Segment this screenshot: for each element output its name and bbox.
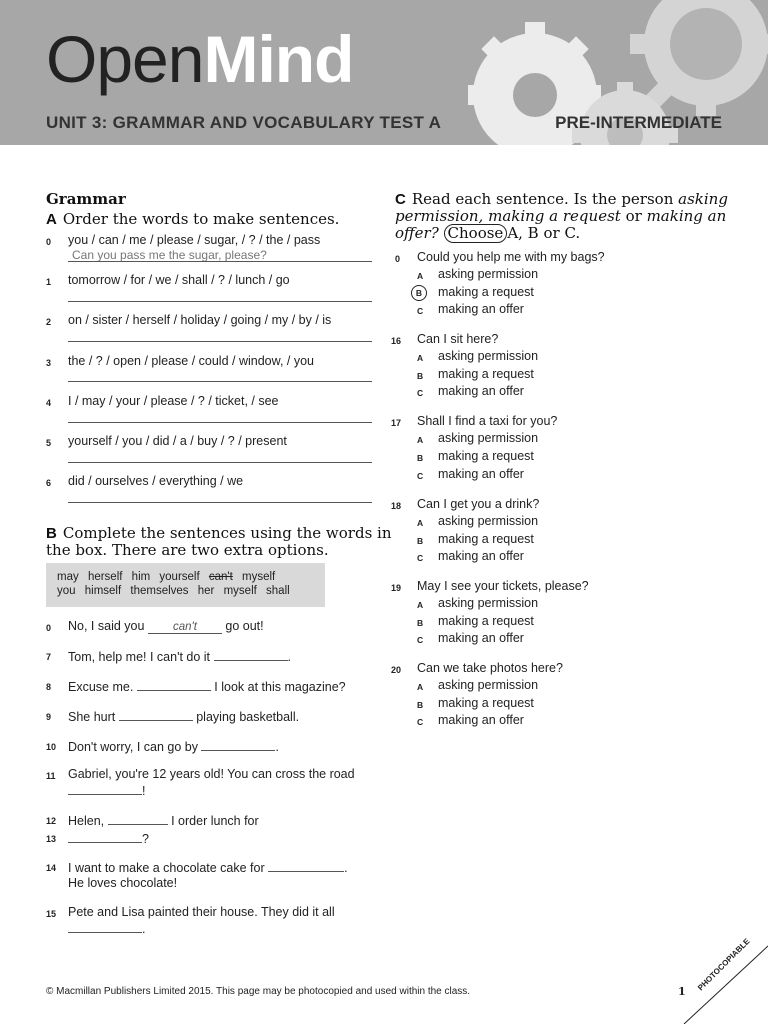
scrambled-sentence: the / ? / open / please / could / window, / you [68, 354, 314, 368]
option-letter-b: B [417, 371, 424, 381]
option-a[interactable]: asking permission [438, 267, 539, 281]
copyright-footer: © Macmillan Publishers Limited 2015. This page may be photocopied and used within the class. [46, 986, 471, 997]
word-option: shall [266, 585, 290, 597]
answer-blank[interactable] [137, 678, 211, 691]
option-b[interactable]: making a request [438, 614, 534, 628]
answer-line[interactable] [68, 502, 372, 503]
option-a[interactable]: asking permission [438, 514, 539, 528]
option-b[interactable]: making a request [438, 449, 534, 463]
instruction-part: permission, making a request [395, 207, 621, 225]
sentence-part: Excuse me. [68, 680, 134, 694]
option-letter-a: A [417, 682, 424, 692]
question-number: 20 [391, 665, 402, 675]
word-box-row1 [57, 571, 275, 583]
example-answer: Can you pass me the sugar, please? [72, 248, 267, 262]
header-banner [0, 0, 768, 145]
answer-blank[interactable] [68, 830, 142, 843]
circled-answer-b: B [411, 285, 427, 301]
option-letter-b: B [417, 700, 424, 710]
fill-sentence [68, 648, 291, 664]
word-option: yourself [159, 571, 200, 583]
fill-sentence [68, 619, 264, 634]
option-letter-c: C [417, 717, 424, 727]
section-c-instruction [395, 190, 728, 208]
fill-sentence [68, 738, 279, 754]
word-option: may [57, 571, 79, 583]
sentence-part: . [275, 740, 279, 754]
question-number: 16 [391, 336, 402, 346]
question-number: 1 [46, 277, 52, 287]
instruction-part: asking [678, 190, 728, 208]
word-option-used: can't [208, 571, 233, 583]
unit-title: UNIT 3: GRAMMAR AND VOCABULARY TEST A [46, 113, 442, 132]
question-number: 0 [46, 623, 52, 633]
question-number: 13 [46, 834, 57, 844]
brand-logo [46, 22, 354, 96]
instruction-part: offer? [395, 224, 439, 242]
sentence-part: playing basketball. [196, 710, 300, 724]
scrambled-sentence: I / may / your / please / ? / ticket, / see [68, 394, 279, 408]
sentence-part: She hurt [68, 710, 116, 724]
fill-sentence-cont [68, 920, 145, 936]
question-number: 10 [46, 742, 57, 752]
example-fill: can't [148, 621, 222, 634]
answer-blank[interactable] [119, 708, 193, 721]
option-letter-b: B [417, 536, 424, 546]
question-number: 15 [46, 909, 57, 919]
question-number: 19 [391, 583, 402, 593]
fill-sentence-cont [68, 782, 145, 798]
sentence-part: ! [142, 784, 146, 798]
option-c[interactable]: making an offer [438, 467, 524, 481]
option-letter-c: C [417, 306, 424, 316]
section-b-instruction [46, 524, 392, 542]
word-option: herself [87, 571, 123, 583]
section-b-letter: B [46, 525, 57, 542]
option-b[interactable]: making a request [438, 532, 534, 546]
answer-line[interactable] [68, 381, 372, 382]
question-number: 12 [46, 816, 57, 826]
section-c-letter: C [395, 191, 406, 208]
question-number: 6 [46, 478, 52, 488]
answer-blank[interactable] [68, 782, 142, 795]
option-letter-a: A [417, 435, 424, 445]
question-number: 5 [46, 438, 52, 448]
word-option: myself [242, 571, 276, 583]
scrambled-sentence: you / can / me / please / sugar, / ? / the / pass [68, 233, 321, 247]
section-b-text-line1: Complete the sentences using the words in [62, 524, 392, 542]
section-c-instruction-line3 [395, 224, 580, 243]
question-number: 7 [46, 652, 52, 662]
fill-sentence [68, 708, 299, 724]
question-number: 0 [46, 237, 52, 247]
answer-line[interactable] [68, 462, 372, 463]
instruction-part: Read each sentence. Is the person [411, 190, 674, 208]
section-a-text: Order the words to make sentences. [62, 210, 340, 228]
question-text: May I see your tickets, please? [417, 579, 589, 593]
sentence-part: I want to make a chocolate cake for [68, 861, 265, 875]
option-c[interactable]: making an offer [438, 549, 524, 563]
section-b-text-line2: the box. There are two extra options. [46, 541, 329, 559]
sentence-part: I order lunch for [171, 814, 259, 828]
question-number: 8 [46, 682, 52, 692]
scrambled-sentence: tomorrow / for / we / shall / ? / lunch / go [68, 273, 290, 287]
question-text: Can I get you a drink? [417, 497, 540, 511]
level-label: PRE-INTERMEDIATE [555, 113, 722, 132]
answer-line[interactable] [68, 422, 372, 423]
sentence-part: go out! [225, 619, 264, 633]
option-b[interactable]: making a request [438, 367, 534, 381]
photocopiable-corner [670, 944, 768, 1024]
sentence-part: Don't worry, I can go by [68, 740, 198, 754]
answer-blank[interactable] [108, 812, 168, 825]
fill-sentence: Gabriel, you're 12 years old! You can cross the road [68, 767, 355, 781]
answer-blank[interactable] [268, 859, 344, 872]
instruction-part: A, B or C. [507, 224, 581, 242]
question-number: 2 [46, 317, 52, 327]
question-number: 11 [46, 771, 56, 781]
sentence-part: No, I said you [68, 619, 145, 633]
option-a[interactable]: asking permission [438, 596, 539, 610]
option-a[interactable]: asking permission [438, 678, 539, 692]
brand-bold: Mind [203, 22, 354, 96]
choose-circled: Choose [444, 224, 508, 243]
question-text: Could you help me with my bags? [417, 250, 605, 264]
section-a-instruction [46, 210, 339, 228]
option-letter-b: B [417, 453, 424, 463]
option-letter-b: B [417, 618, 424, 628]
option-letter-a: A [417, 518, 424, 528]
option-c[interactable]: making an offer [438, 631, 524, 645]
question-text: Can we take photos here? [417, 661, 563, 675]
option-a[interactable]: asking permission [438, 431, 539, 445]
answer-line[interactable] [68, 341, 372, 342]
scrambled-sentence: did / ourselves / everything / we [68, 474, 244, 488]
option-letter-c: C [417, 388, 424, 398]
section-c-instruction-line2 [395, 207, 726, 225]
scrambled-sentence: yourself / you / did / a / buy / ? / present [68, 434, 287, 448]
answer-blank[interactable] [68, 920, 142, 933]
sentence-part: . [287, 650, 292, 664]
fill-sentence [68, 812, 259, 828]
page-number: 1 [678, 985, 686, 998]
sentence-part: Tom, help me! I can't do it [68, 650, 211, 664]
answer-line[interactable] [68, 301, 372, 302]
word-option: himself [84, 585, 122, 597]
grammar-heading: Grammar [46, 190, 126, 208]
question-text: Shall I find a taxi for you? [417, 414, 558, 428]
answer-line[interactable] [68, 261, 372, 262]
word-box-row2 [57, 585, 290, 597]
option-letter-c: C [417, 635, 424, 645]
question-number: 0 [395, 254, 401, 264]
section-a-letter: A [46, 211, 57, 228]
sentence-part: . [142, 922, 146, 936]
option-letter-c: C [417, 553, 424, 563]
question-number: 4 [46, 398, 52, 408]
word-option: him [131, 571, 151, 583]
option-b[interactable]: making a request [438, 696, 534, 710]
word-option: her [197, 585, 215, 597]
option-letter-a: A [417, 353, 424, 363]
option-a[interactable]: asking permission [438, 349, 539, 363]
question-number: 3 [46, 358, 52, 368]
answer-blank[interactable] [201, 738, 275, 751]
word-option: you [57, 585, 76, 597]
word-option: themselves [130, 585, 189, 597]
option-letter-c: C [417, 471, 424, 481]
word-box [46, 563, 325, 607]
option-c[interactable]: making an offer [438, 384, 524, 398]
scrambled-sentence: on / sister / herself / holiday / going / my / by / is [68, 313, 332, 327]
fill-sentence [68, 830, 149, 846]
question-number: 18 [391, 501, 402, 511]
fill-sentence-cont: He loves chocolate! [68, 876, 178, 890]
instruction-part: or [625, 207, 642, 225]
photocopiable-label: PHOTOCOPIABLE [696, 936, 752, 993]
question-number: 17 [391, 418, 402, 428]
brand-light: Open [46, 22, 204, 96]
sentence-part: I look at this magazine? [214, 680, 346, 694]
sentence-part: ? [142, 832, 149, 846]
fill-sentence [68, 678, 346, 694]
option-letter-a: A [417, 271, 424, 281]
sentence-part: . [344, 861, 348, 875]
option-b[interactable]: making a request [438, 285, 534, 299]
fill-sentence [68, 859, 348, 875]
word-option: myself [223, 585, 257, 597]
fill-sentence: Pete and Lisa painted their house. They did it all [68, 905, 335, 919]
question-text: Can I sit here? [417, 332, 499, 346]
question-number: 9 [46, 712, 52, 722]
option-letter-a: A [417, 600, 424, 610]
sentence-part: Helen, [68, 814, 105, 828]
instruction-part: making an [646, 207, 727, 225]
answer-blank[interactable] [214, 648, 288, 661]
option-c[interactable]: making an offer [438, 302, 524, 316]
question-number: 14 [46, 863, 57, 873]
option-c[interactable]: making an offer [438, 713, 524, 727]
